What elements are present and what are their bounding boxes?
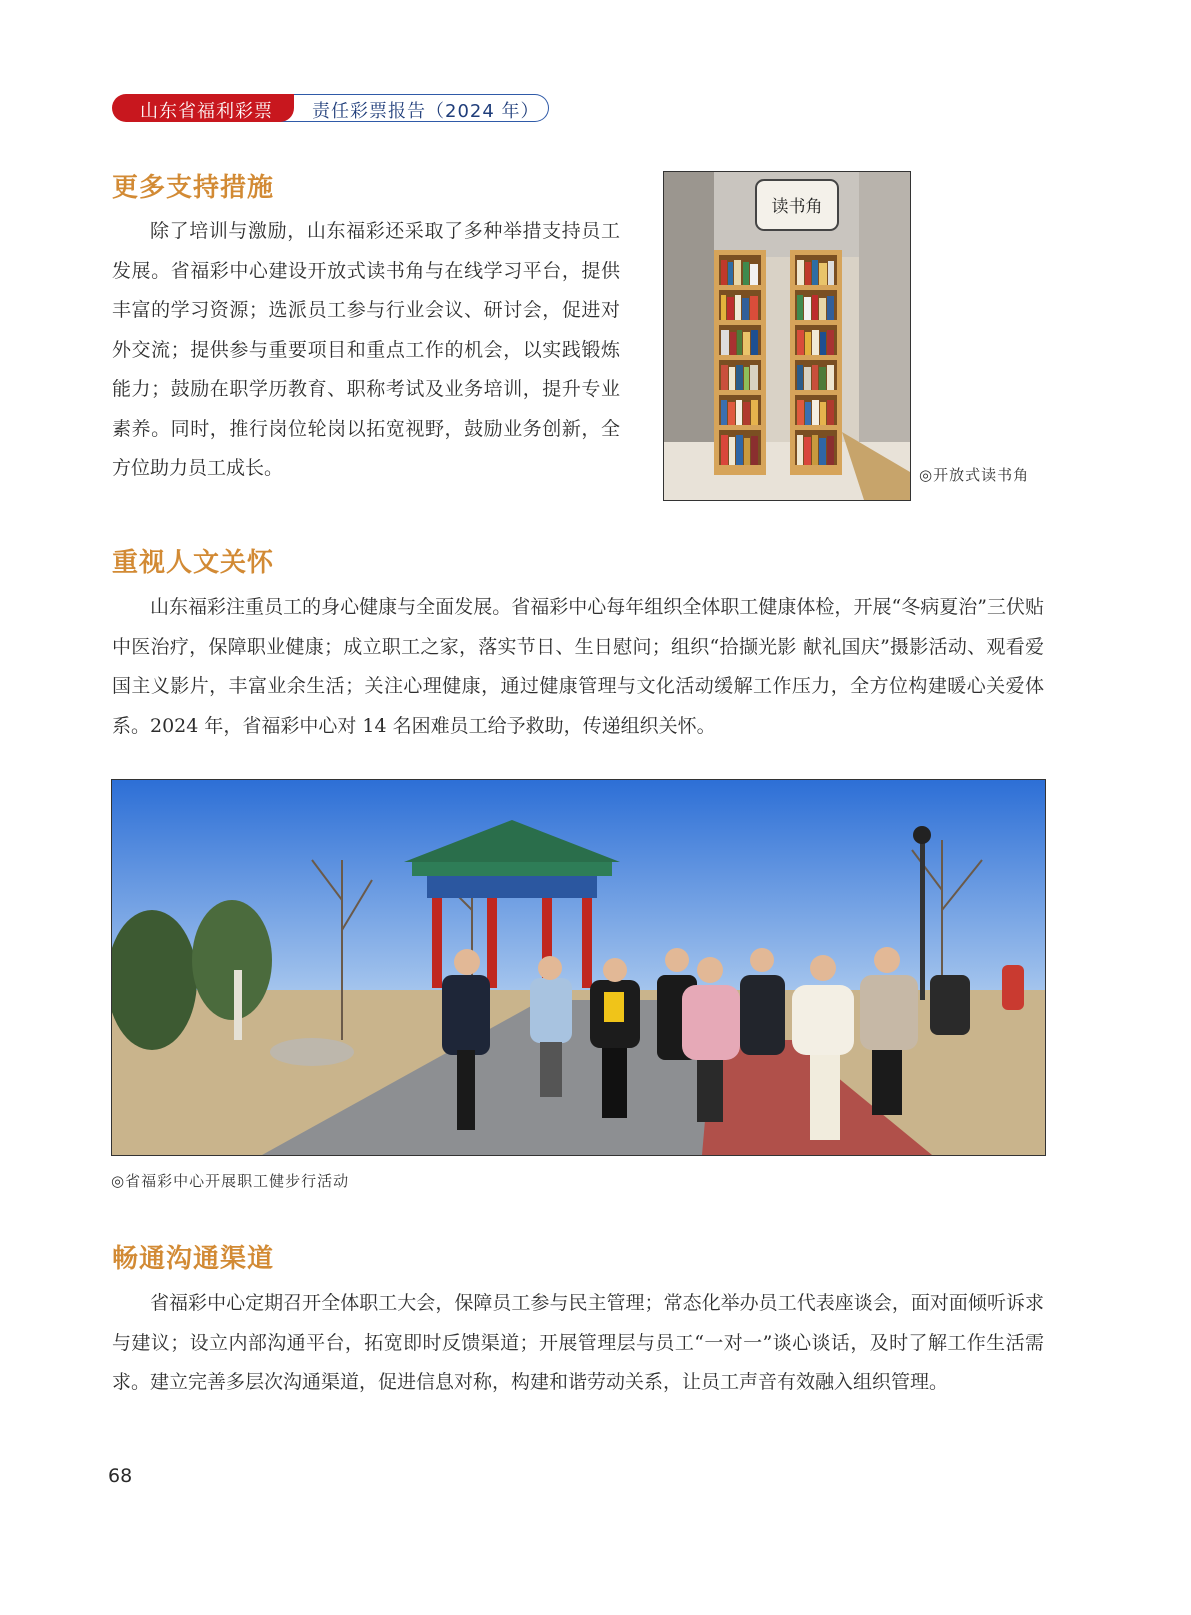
report-title: 责任彩票报告（2024 年） [312, 101, 540, 122]
section-body-care: 山东福彩注重员工的身心健康与全面发展。省福彩中心每年组织全体职工健康体检，开展“冬病夏治”三伏贴中医治疗，保障职业健康；成立职工之家，落实节日、生日慰问；组织“拾撷光影 献礼国庆”摄影活动、观看爱国主义影片，丰富业余生活；关注心理健康，通过健康管理与文化活动缓解工作压力，全方位构建暖心关爱体系。2024 年，省福彩中心对 14 名困难员工给予救助，传递组织关怀。 [112, 596, 1044, 737]
walking-activity-photo [111, 779, 1046, 1156]
section-body-communication: 省福彩中心定期召开全体职工大会，保障员工参与民主管理；常态化举办员工代表座谈会，面对面倾听诉求与建议；设立内部沟通平台，拓宽即时反馈渠道；开展管理层与员工“一对一”谈心谈话，及时了解工作生活需求。建立完善多层次沟通渠道，促进信息对称，构建和谐劳动关系，让员工声音有效融入组织管理。 [112, 1292, 1044, 1393]
org-name: 山东省福利彩票 [140, 101, 273, 122]
section-title-communication: 畅通沟通渠道 [112, 1244, 275, 1274]
section-body-support: 除了培训与激励，山东福彩还采取了多种举措支持员工发展。省福彩中心建设开放式读书角与在线学习平台，提供丰富的学习资源；选派员工参与行业会议、研讨会，促进对外交流；提供参与重要项目和重点工作的机会，以实践锻炼能力；鼓励在职学历教育、职称考试及业务培训，提升专业素养。同时，推行岗位轮岗以拓宽视野，鼓励业务创新，全方位助力员工成长。 [112, 220, 620, 479]
section-title-care: 重视人文关怀 [112, 548, 275, 578]
org-name-tab [112, 94, 294, 122]
section-title-support: 更多支持措施 [112, 173, 275, 203]
walking-activity-caption: ◎省福彩中心开展职工健步行活动 [111, 1172, 350, 1190]
reading-corner-caption: ◎开放式读书角 [919, 466, 1030, 484]
report-header-tag [112, 94, 552, 124]
reading-corner-sign: 读书角 [771, 197, 823, 217]
reading-corner-photo [663, 171, 911, 501]
page-number: 68 [108, 1465, 133, 1487]
report-title-tab [262, 94, 549, 122]
